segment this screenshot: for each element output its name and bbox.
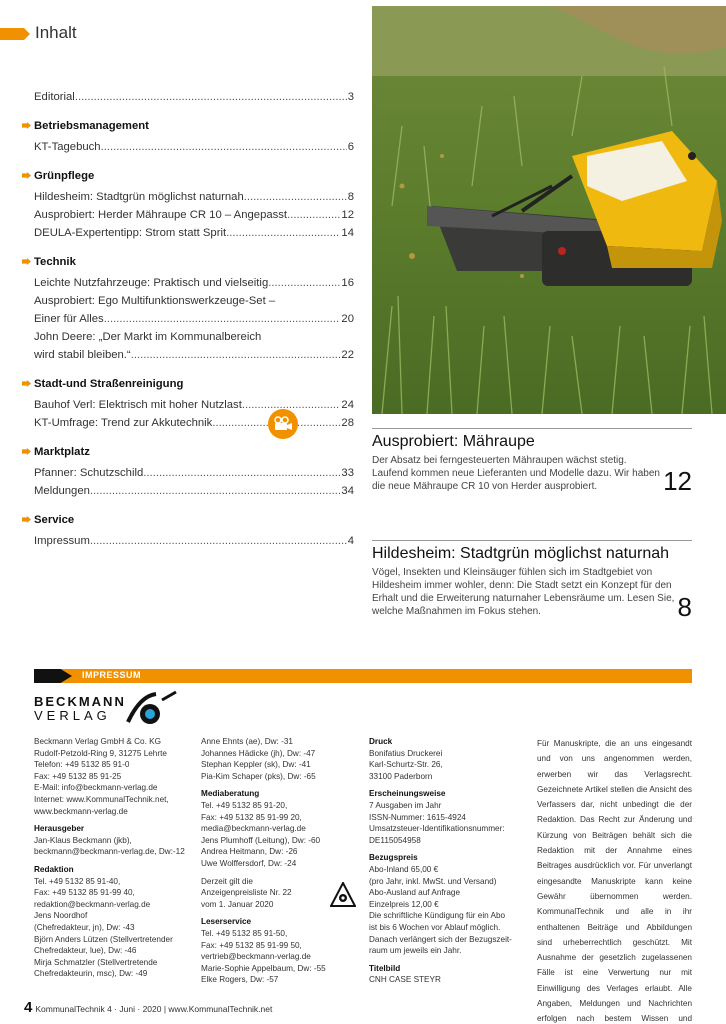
impressum-heading: Erscheinungsweise bbox=[369, 789, 446, 799]
toc-leader-dots bbox=[101, 138, 347, 156]
toc-section-heading bbox=[34, 118, 354, 134]
impressum-line: Elke Rogers, Dw: -57 bbox=[201, 975, 279, 985]
page-footer bbox=[24, 999, 272, 1016]
impressum-line: 7 Ausgaben im Jahr bbox=[369, 800, 442, 810]
toc-entry-title: wird stabil bleiben.“ bbox=[34, 349, 131, 361]
toc-entry-page: 28 bbox=[341, 417, 354, 429]
toc-entry-page: 3 bbox=[347, 91, 354, 103]
impressum-line: Chefredakteur, lue), Dw: -46 bbox=[34, 946, 137, 956]
video-camera-icon[interactable] bbox=[268, 409, 298, 439]
toc-entry[interactable] bbox=[34, 310, 354, 328]
toc-section-name: Technik bbox=[34, 256, 76, 268]
impressum-line: Chefredakteurin, msc), Dw: -49 bbox=[34, 969, 148, 979]
toc-section-heading bbox=[34, 254, 354, 270]
feature-hildesheim[interactable] bbox=[372, 540, 692, 622]
arrow-right-icon bbox=[22, 516, 31, 523]
toc-entry-page: 14 bbox=[341, 227, 354, 239]
impressum-heading: Herausgeber bbox=[34, 824, 85, 834]
legal-notice: Für Manuskripte, die an uns eingesandt und von uns angenommen werden, erwerben wir das Verlagsrecht. Gezeichnete Artikel stellen die Ansicht des Verfassers dar, nicht unbedingt die der Redaktion. Das Recht zur Änderung und Kürzung von Beiträgen behält sich die Redaktion mit der Annahme eines Beitrages ausdrücklich vor. Für unverlangt eingesandte Manuskripte kann keine Gewähr übernommen werden. KommunalTechnik und alle in ihr enthaltenen Beiträge und Abbildungen sind urheberrechtlich geschützt. Mit Ausnahme der gesetzlich zugelassenen Fälle ist eine Verwertung nur mit Einwilligung des Verlages erlaubt. Alle Angaben, Meldungen und Nachrichten erfolgen nach bestem Wissen und bbox=[537, 739, 692, 1024]
impressum-line: Björn Anders Lützen (Stellvertretender bbox=[34, 934, 173, 944]
toc-entry-title: Pfanner: Schutzschild bbox=[34, 467, 144, 479]
toc-entry-page: 24 bbox=[341, 399, 354, 411]
impressum-line: Beckmann Verlag GmbH & Co. KG bbox=[34, 737, 161, 746]
toc-entry-title: DEULA-Expertentipp: Strom statt Sprit bbox=[34, 227, 227, 239]
impressum-column-4 bbox=[537, 736, 692, 1024]
impressum-line: Tel. +49 5132 85 91-40, bbox=[34, 876, 121, 886]
impressum-line: Mirja Schmatzler (Stellvertretende bbox=[34, 957, 158, 967]
toc-leader-dots bbox=[261, 328, 353, 346]
impressum-line: beckmann@beckmann-verlag.de, Dw:-12 bbox=[34, 847, 185, 857]
toc-entry-title: Bauhof Verl: Elektrisch mit hoher Nutzlast bbox=[34, 399, 242, 411]
impressum-bar-marker bbox=[34, 669, 72, 683]
impressum-heading: Mediaberatung bbox=[201, 789, 260, 799]
toc-entry-page: 12 bbox=[341, 209, 354, 221]
feature-page-number: 12 bbox=[663, 466, 692, 496]
impressum-line: Fax: +49 5132 85 91-25 bbox=[34, 771, 122, 781]
impressum-line: 33100 Paderborn bbox=[369, 771, 433, 781]
toc-entry-title: Leichte Nutzfahrzeuge: Praktisch und vielseitig bbox=[34, 277, 269, 289]
arrow-right-icon bbox=[22, 448, 31, 455]
impressum-line: (pro Jahr, inkl. MwSt. und Versand) bbox=[369, 876, 497, 886]
toc-entry[interactable] bbox=[34, 274, 354, 292]
impressum-line: Internet: www.KommunalTechnik.net, bbox=[34, 794, 169, 804]
impressum-line: Rudolf-Petzold-Ring 9, 31275 Lehrte bbox=[34, 748, 167, 758]
impressum-line: DE115054958 bbox=[369, 835, 421, 845]
impressum-line: CNH CASE STEYR bbox=[369, 975, 441, 985]
toc-entry-page: 33 bbox=[341, 467, 354, 479]
footer-text: KommunalTechnik 4 · Juni · 2020 | www.KommunalTechnik.net bbox=[35, 1004, 273, 1014]
toc-leader-dots bbox=[275, 292, 353, 310]
toc-entry-page bbox=[353, 328, 354, 346]
impressum-bar bbox=[34, 669, 692, 683]
toc-entry[interactable] bbox=[34, 292, 354, 310]
toc-leader-dots bbox=[90, 482, 341, 500]
toc-entry[interactable] bbox=[34, 206, 354, 224]
feature-text: Vögel, Insekten und Kleinsäuger fühlen sich im Stadtgebiet von Hildesheim immer wohler, denn: Die Stadt setzt ein Konzept für den Erhalt und die Erweiterung naturnaher Lebensräume um. Lesen Sie, welche Maßnahmen im Fokus stehen. bbox=[372, 567, 675, 617]
toc-section-name: Grünpflege bbox=[34, 170, 95, 182]
toc-leader-dots bbox=[226, 224, 340, 242]
impressum-line: Anzeigenpreisliste Nr. 22 bbox=[201, 888, 292, 898]
toc-leader-dots bbox=[90, 532, 347, 550]
toc-entry-title: Ausprobiert: Herder Mähraupe CR 10 – Angepasst bbox=[34, 209, 288, 221]
toc-section-heading bbox=[34, 168, 354, 184]
impressum-line: Fax: +49 5132 85 91-99 20, bbox=[201, 812, 302, 822]
impressum-label: IMPRESSUM bbox=[82, 670, 142, 680]
toc-section-heading bbox=[34, 512, 354, 528]
impressum-line: Andrea Heitmann, Dw: -26 bbox=[201, 847, 298, 857]
impressum-line: Marie-Sophie Appelbaum, Dw: -55 bbox=[201, 963, 326, 973]
toc-leader-dots bbox=[131, 346, 341, 364]
beckmann-logo bbox=[34, 690, 184, 726]
toc-entry[interactable] bbox=[34, 346, 354, 364]
impressum-line: raum um jeweils ein Jahr. bbox=[369, 946, 462, 956]
toc-entry-title: Hildesheim: Stadtgrün möglichst naturnah bbox=[34, 191, 244, 203]
arrow-right-icon bbox=[22, 380, 31, 387]
toc-section-name: Service bbox=[34, 514, 75, 526]
impressum-heading: Leserservice bbox=[201, 917, 252, 927]
toc-entry[interactable] bbox=[34, 88, 354, 106]
toc-section-name: Stadt-und Straßenreinigung bbox=[34, 378, 184, 390]
toc-entry[interactable] bbox=[34, 464, 354, 482]
header-accent-bar bbox=[0, 28, 30, 40]
impressum-line: redaktion@beckmann-verlag.de bbox=[34, 899, 151, 909]
impressum-line: Einzelpreis 12,00 € bbox=[369, 899, 439, 909]
impressum-column-3 bbox=[369, 736, 529, 986]
toc-entry[interactable] bbox=[34, 188, 354, 206]
impressum-line: Fax: +49 5132 85 91-99 40, bbox=[34, 888, 135, 898]
impressum-line: Johannes Hädicke (jh), Dw: -47 bbox=[201, 748, 316, 758]
toc-section-heading bbox=[34, 376, 354, 392]
toc-entry[interactable] bbox=[34, 138, 354, 156]
impressum-column-1 bbox=[34, 736, 194, 980]
toc-entry-page bbox=[353, 292, 354, 310]
impressum-line: Pia-Kim Schaper (pks), Dw: -65 bbox=[201, 771, 316, 781]
impressum-line: Abo-Ausland auf Anfrage bbox=[369, 888, 461, 898]
toc-entry-page: 34 bbox=[341, 485, 354, 497]
toc-entry-title: Meldungen bbox=[34, 485, 90, 497]
toc-leader-dots bbox=[75, 88, 347, 106]
impressum-line: Jens Plumhoff (Leitung), Dw: -60 bbox=[201, 835, 321, 845]
impressum-line: vertrieb@beckmann-verlag.de bbox=[201, 952, 311, 962]
impressum-line: media@beckmann-verlag.de bbox=[201, 824, 306, 834]
toc-leader-dots bbox=[268, 274, 340, 292]
feature-title: Ausprobiert: Mähraupe bbox=[372, 433, 535, 450]
feature-page-number: 8 bbox=[677, 592, 692, 622]
impressum-line: Die schriftliche Kündigung für ein Abo bbox=[369, 911, 506, 921]
warning-triangle-icon bbox=[330, 882, 356, 908]
toc-entry-title: Einer für Alles bbox=[34, 313, 104, 325]
toc-entry-page: 16 bbox=[341, 277, 354, 289]
toc-entry[interactable] bbox=[34, 414, 354, 432]
impressum-line: Fax: +49 5132 85 91-99 50, bbox=[201, 940, 302, 950]
toc-entry-page: 4 bbox=[347, 535, 354, 547]
impressum-line: Telefon: +49 5132 85 91-0 bbox=[34, 760, 130, 770]
toc-entry-title: John Deere: „Der Markt im Kommunalbereich bbox=[34, 331, 262, 343]
impressum-heading: Redaktion bbox=[34, 864, 74, 874]
impressum-line: Derzeit gilt die bbox=[201, 876, 253, 886]
impressum-line: Tel. +49 5132 85 91-50, bbox=[201, 928, 288, 938]
toc-entry-page: 22 bbox=[341, 349, 354, 361]
beckmann-logo-icon bbox=[126, 690, 178, 726]
toc-entry-page: 8 bbox=[347, 191, 354, 203]
toc-leader-dots bbox=[143, 464, 340, 482]
impressum-line: Abo-Inland 65,00 € bbox=[369, 864, 439, 874]
feature-text: Der Absatz bei ferngesteuerten Mähraupen wächst stetig. Laufend kommen neue Lieferanten und Modelle dazu. Wir haben die neue Mähraupe CR 10 von Herder ausprobiert. bbox=[372, 455, 660, 492]
impressum-line: E-Mail: info@beckmann-verlag.de bbox=[34, 783, 158, 793]
impressum-line: Danach verlängert sich der Bezugszeit- bbox=[369, 934, 512, 944]
impressum-heading: Bezugspreis bbox=[369, 853, 418, 863]
impressum-line: Stephan Keppler (sk), Dw: -41 bbox=[201, 760, 311, 770]
cover-photo-mower bbox=[372, 6, 726, 414]
impressum-line: Bonifatius Druckerei bbox=[369, 748, 443, 758]
toc-section-name: Marktplatz bbox=[34, 446, 90, 458]
feature-rule bbox=[372, 428, 692, 429]
toc-section-heading bbox=[34, 444, 354, 460]
toc-entry-page: 20 bbox=[341, 313, 354, 325]
toc-leader-dots bbox=[104, 310, 341, 328]
arrow-right-icon bbox=[22, 172, 31, 179]
impressum-line: (Chefredakteur, jn), Dw: -43 bbox=[34, 922, 135, 932]
impressum-line: ist bis 6 Wochen vor Ablauf möglich. bbox=[369, 922, 501, 932]
toc-leader-dots bbox=[287, 206, 340, 224]
impressum-line: Jan-Klaus Beckmann (jkb), bbox=[34, 835, 132, 845]
logo-line1: BECKMANN bbox=[34, 694, 126, 709]
toc-section-name: Betriebsmanagement bbox=[34, 120, 149, 132]
impressum-column-2 bbox=[201, 736, 361, 986]
impressum-line: www.beckmann-verlag.de bbox=[34, 806, 128, 816]
toc-entry-title: KT-Umfrage: Trend zur Akkutechnik bbox=[34, 417, 213, 429]
toc-entry[interactable] bbox=[34, 328, 354, 346]
toc-entry[interactable] bbox=[34, 482, 354, 500]
table-of-contents bbox=[34, 88, 354, 550]
toc-entry-title: Ausprobiert: Ego Multifunktionswerkzeuge-Set – bbox=[34, 295, 276, 307]
impressum-line: Jens Noordhof bbox=[34, 911, 88, 921]
toc-entry-page: 6 bbox=[347, 141, 354, 153]
toc-entry[interactable] bbox=[34, 532, 354, 550]
feature-rule bbox=[372, 540, 692, 541]
impressum-line: Tel. +49 5132 85 91-20, bbox=[201, 800, 288, 810]
impressum-line: Uwe Wolffersdorf, Dw: -24 bbox=[201, 858, 297, 868]
page-title: Inhalt bbox=[35, 23, 77, 42]
toc-entry-title: Impressum bbox=[34, 535, 90, 547]
toc-entry[interactable] bbox=[34, 396, 354, 414]
toc-entry-title: KT-Tagebuch bbox=[34, 141, 101, 153]
toc-leader-dots bbox=[244, 188, 347, 206]
arrow-right-icon bbox=[22, 258, 31, 265]
impressum-line: ISSN-Nummer: 1615-4924 bbox=[369, 812, 466, 822]
impressum-line: vom 1. Januar 2020 bbox=[201, 899, 274, 909]
impressum-heading: Druck bbox=[369, 737, 393, 746]
toc-entry[interactable] bbox=[34, 224, 354, 242]
toc-entry-title: Editorial bbox=[34, 91, 75, 103]
logo-line2: VERLAG bbox=[34, 708, 111, 723]
impressum-line: Umsatzsteuer-Identifikationsnummer: bbox=[369, 824, 505, 834]
impressum-line: Anne Ehnts (ae), Dw: -31 bbox=[201, 737, 293, 746]
impressum-heading: Titelbild bbox=[369, 963, 401, 973]
impressum-line: Karl-Schurtz-Str. 26, bbox=[369, 760, 443, 770]
footer-page-number: 4 bbox=[24, 999, 33, 1016]
arrow-right-icon bbox=[22, 122, 31, 129]
feature-title: Hildesheim: Stadtgrün möglichst naturnah bbox=[372, 545, 670, 562]
feature-maehraupe[interactable] bbox=[372, 428, 692, 496]
